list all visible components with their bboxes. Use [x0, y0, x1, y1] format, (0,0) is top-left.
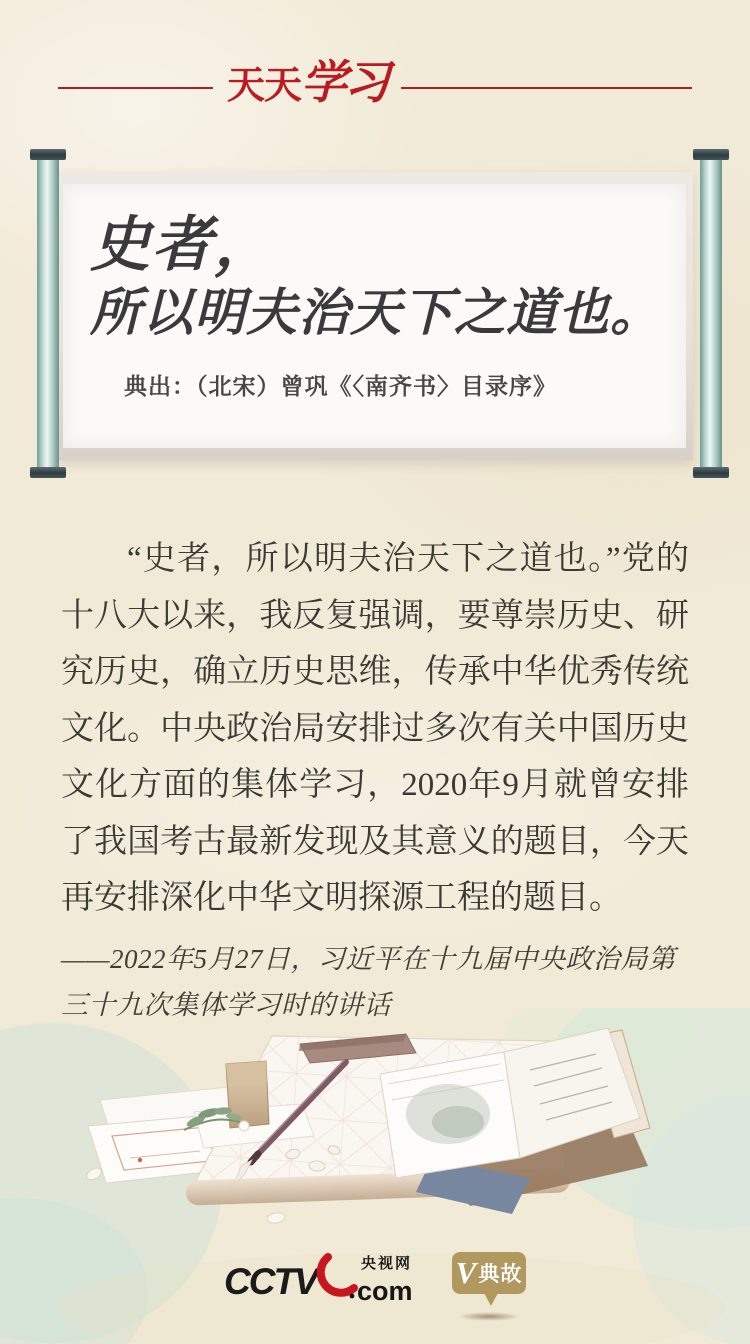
- quote-line-2: 所以明夫治天下之道也。: [90, 286, 663, 342]
- scroll-cap-bottom-left: [30, 467, 66, 478]
- badge-label: 典故: [478, 1262, 523, 1286]
- page-title: [227, 51, 387, 126]
- article-paragraph: “史者，所以明夫治天下之道也。”党的十八大以来，我反复强调，要尊崇历史、研究历史，确立历史思维，传承中华优秀传统文化。中央政治局安排过多次有关中国历史文化方面的集体学习，2020年9月就曾安排了我国考古最新发现及其意义的题目，今天再安排深化中华文明探源工程的题目。: [61, 541, 689, 916]
- badge-v-letter: V: [455, 1255, 477, 1290]
- quote-source: 典出：（北宋）曾巩《〈南齐书〉目录序》: [124, 374, 557, 399]
- badge-tail: [484, 1293, 498, 1306]
- quote-line-1: 史者，: [90, 212, 276, 278]
- quote-scroll: [0, 146, 750, 482]
- page-title-regular: 天天: [227, 64, 302, 107]
- cctv-com-label: com: [357, 1276, 413, 1306]
- cctv-red-swoosh-icon: [321, 1257, 354, 1293]
- scroll-cap-top-left: [30, 149, 66, 160]
- header-rule-left: [58, 87, 213, 89]
- scroll-mount: [57, 172, 693, 460]
- scroll-paper-panel: [63, 184, 686, 448]
- scroll-roller-right: [700, 158, 722, 470]
- cctv-wordmark: CCTV: [224, 1261, 317, 1302]
- article-citation: ——2022年5月27日，习近平在十九届中央政治局第三十九次集体学习时的讲话: [61, 944, 676, 1020]
- article-body: [61, 531, 689, 927]
- footer: [0, 1248, 750, 1310]
- page-title-script: 学习: [301, 56, 388, 108]
- scroll-roller-left: [37, 158, 59, 470]
- cctv-logo: [224, 1248, 436, 1310]
- header-rule-right: [401, 87, 692, 89]
- calligraphy-quote: [90, 208, 670, 401]
- cctv-cn-label: 央视网: [361, 1256, 413, 1272]
- vdiangu-badge: [452, 1252, 526, 1294]
- vdiangu-badge-bubble: [452, 1252, 526, 1294]
- badge-shadow: [458, 1312, 520, 1321]
- scroll-cap-bottom-right: [693, 467, 729, 478]
- scroll-cap-top-right: [693, 149, 729, 160]
- header: [0, 56, 750, 120]
